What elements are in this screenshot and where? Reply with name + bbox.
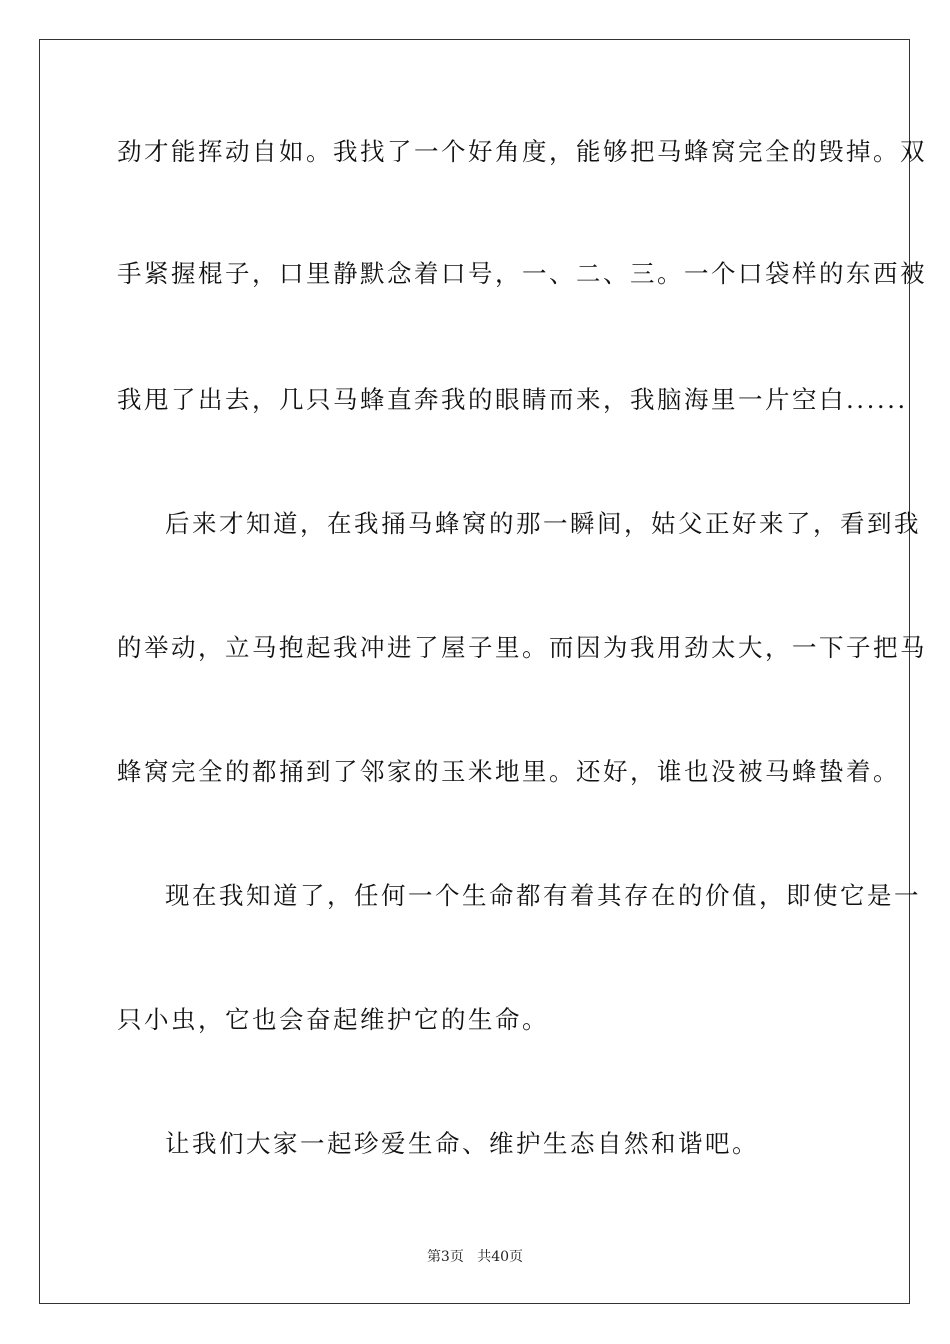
page-number: 第3页	[426, 1249, 464, 1265]
text-line-4: 后来才知道，在我捅马蜂窝的那一瞬间，姑父正好来了，看到我	[165, 509, 921, 538]
text-line-3: 我甩了出去，几只马蜂直奔我的眼睛而来，我脑海里一片空白......	[117, 385, 908, 414]
page-border	[39, 39, 910, 1304]
text-line-1: 劲才能挥动自如。我找了一个好角度，能够把马蜂窝完全的毁掉。双	[117, 137, 927, 166]
text-line-8: 只小虫，它也会奋起维护它的生命。	[117, 1005, 549, 1034]
text-line-5: 的举动，立马抱起我冲进了屋子里。而因为我用劲太大，一下子把马	[117, 633, 927, 662]
page-total: 共40页	[477, 1249, 524, 1265]
text-line-2: 手紧握棍子，口里静默念着口号，一、二、三。一个口袋样的东西被	[117, 259, 927, 288]
text-line-9: 让我们大家一起珍爱生命、维护生态自然和谐吧。	[165, 1129, 759, 1158]
text-line-7: 现在我知道了，任何一个生命都有着其存在的价值，即使它是一	[165, 881, 921, 910]
page-footer	[0, 1248, 950, 1266]
text-line-6: 蜂窝完全的都捅到了邻家的玉米地里。还好，谁也没被马蜂蛰着。	[117, 757, 900, 786]
